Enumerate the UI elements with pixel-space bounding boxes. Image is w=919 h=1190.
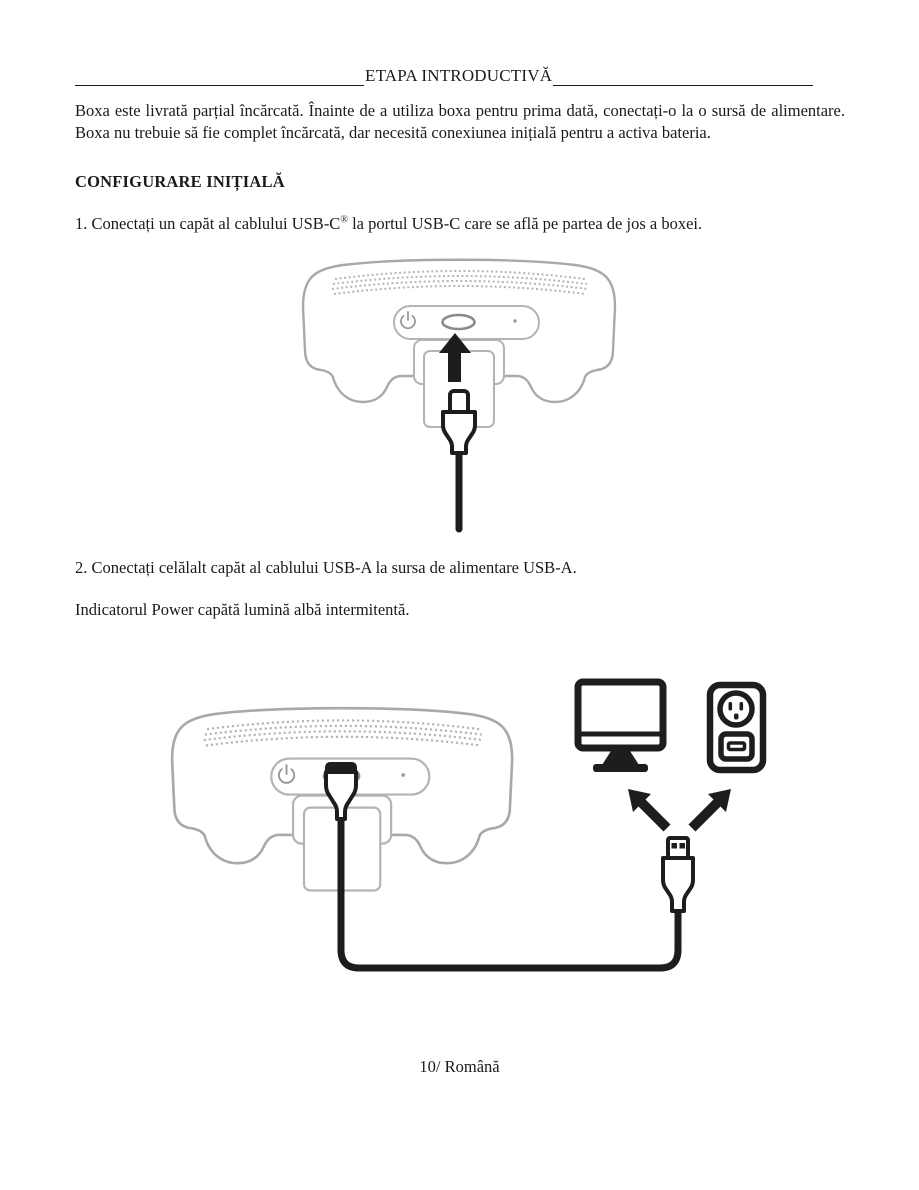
- speaker-power-source-illustration: [165, 662, 785, 992]
- figure-usb-c-connection: [0, 255, 919, 538]
- step-2: 2. Conectați celălalt capăt al cablului USB-A la sursa de alimentare USB-A.: [75, 558, 577, 577]
- usb-a-connector-icon: [663, 838, 693, 911]
- speaker-usb-c-illustration: [291, 255, 629, 538]
- usb-c-connector-icon: [443, 391, 475, 529]
- figure-usb-a-connection: [165, 662, 785, 992]
- header-rule-right: [553, 65, 813, 86]
- intro-paragraph: Boxa este livrată parțial încărcată. Înainte de a utiliza boxa pentru prima dată, conectați-o la o sursă de alimentare. Boxa nu trebuie să fie complet încărcată, dar necesită conexiunea inițială pentru a activa bateria.: [75, 101, 845, 142]
- page-footer: 10/ Română: [419, 1057, 500, 1076]
- section-heading: CONFIGURARE INIȚIALĂ: [75, 172, 285, 191]
- page-header: [75, 65, 845, 86]
- arrow-up-left-icon: [628, 789, 671, 832]
- page-title: ETAPA INTRODUCTIVĂ: [365, 66, 553, 85]
- step-1-text-cont: la portul USB-C care se află pe partea de jos a boxei.: [347, 214, 703, 233]
- step-1: [75, 213, 865, 235]
- arrow-up-right-icon: [689, 789, 732, 832]
- registered-trademark-icon: ®: [340, 214, 348, 226]
- monitor-icon: [578, 682, 663, 772]
- header-rule-left: [75, 65, 364, 86]
- step-1-text: 1. Conectați un capăt al cablului USB-C: [75, 214, 341, 233]
- power-outlet-icon: [710, 685, 763, 770]
- indicator-note: Indicatorul Power capătă lumină albă intermitentă.: [75, 600, 410, 619]
